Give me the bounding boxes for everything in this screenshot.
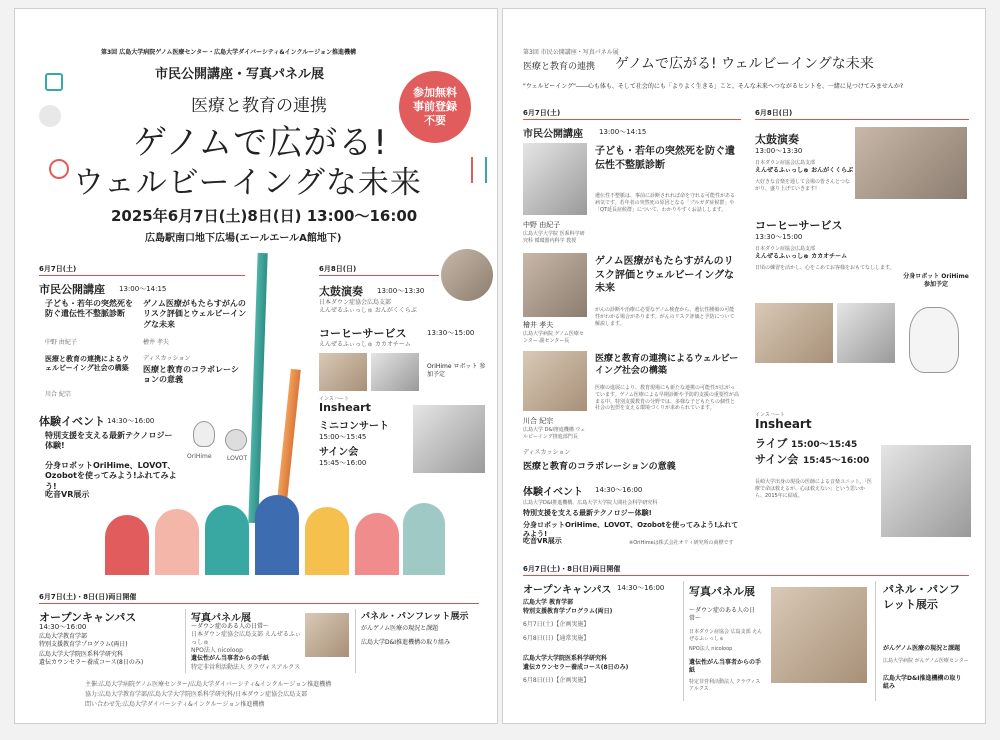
r-lecture-time: 13:00〜14:15 bbox=[599, 128, 647, 136]
org-header-right: 第3回 市民公開講座・写真パネル展 bbox=[523, 49, 619, 56]
r-oc-line-3: 広島大学大学院医系科学研究科 bbox=[523, 655, 608, 662]
dna-icon bbox=[471, 157, 487, 183]
document-icon bbox=[39, 105, 61, 127]
r-talk3-title: 医療と教育の連携によるウェルビーイング社会の構築 bbox=[595, 354, 739, 377]
coffee-photo-1 bbox=[319, 353, 367, 391]
concert-title: ミニコンサート bbox=[319, 421, 389, 432]
r-taiko-group: えんぜるふぃっしゅ おんがくくらぶ bbox=[755, 167, 854, 174]
r-coffee-title: コーヒーサービス bbox=[755, 219, 843, 232]
insheart-title: Insheart bbox=[319, 401, 371, 414]
r-talk1-speaker: 中野 由紀子 bbox=[523, 221, 561, 229]
footer-cooperation: 協力:広島大学教育学部/広島大学大学院医系科学研究科/日本ダウン症協会広島支部 bbox=[85, 691, 308, 698]
r-talk2-desc: がんの診断や治療に必要なゲノム検査から、遺伝性腫瘍の可能性がわかる場合があります。がんのリスク評価と予防について解説します。 bbox=[595, 307, 735, 327]
open-campus-line-2: 特別支援教育学プログラム(両日) bbox=[39, 641, 128, 648]
taiko-photo bbox=[441, 249, 493, 301]
badge-line-3: 不要 bbox=[424, 113, 446, 127]
flyer-front-page bbox=[14, 8, 498, 724]
coffee-group: えんぜるふぃっしゅ カカオチーム bbox=[319, 341, 411, 348]
both-days-label: 6月7日(土)・8日(日)両日開催 bbox=[39, 593, 137, 601]
free-admission-badge bbox=[399, 71, 471, 143]
event-date: 2025年6月7日(土)8日(日) 13:00〜16:00 bbox=[111, 207, 418, 225]
r-experience-note: ※OriHimeは株式会社オリィ研究所の商標です bbox=[629, 540, 734, 546]
r-taiko-time: 13:00〜13:30 bbox=[755, 147, 803, 155]
photo-exhibit-subtitle: 〜ダウン症のある人の日常〜 bbox=[191, 623, 270, 630]
panel-line-2: 広島大学D&I推進機構の取り組み bbox=[361, 639, 451, 646]
r-talk3-aff: 広島大学 D&I推進機構 ウェルビーイング推進部門長 bbox=[523, 427, 586, 440]
r-talk1-title: 子ども・若年の突然死を防ぐ遺伝性不整脈診断 bbox=[595, 146, 735, 171]
open-campus-line-1: 広島大学教育学部 bbox=[39, 633, 88, 640]
open-campus-time: 14:30〜16:00 bbox=[39, 623, 87, 631]
r-panel-title: パネル・パンフレット展示 bbox=[883, 583, 960, 611]
atom-icon bbox=[49, 159, 69, 179]
r-talk3-speaker: 川合 紀宗 bbox=[523, 417, 554, 425]
r-talk2-speaker: 檜井 孝夫 bbox=[523, 321, 554, 329]
footer-contact: 問い合わせ先:広島大学ダイバーシティ&インクルージョン推進機構 bbox=[85, 701, 265, 708]
day2-label: 6月8日(日) bbox=[319, 265, 357, 273]
title-line-2: ウェルビーイングな未来 bbox=[73, 165, 422, 201]
lecture-title: 市民公開講座 bbox=[39, 283, 105, 296]
taiko-title: 太鼓演奏 bbox=[319, 285, 363, 298]
taiko-group: えんぜるふぃっしゅ おんがくくらぶ bbox=[319, 307, 417, 314]
talk3-title: 医療と教育の連携によるウェルビーイング社会の構築 bbox=[45, 355, 129, 373]
event-subtitle: 医療と教育の連携 bbox=[191, 96, 327, 116]
r-oc-d1: 6月7日(土)【企画実施】 bbox=[523, 621, 590, 628]
badge-line-2: 事前登録 bbox=[413, 100, 457, 114]
r-open-campus-title: オープンキャンパス bbox=[523, 585, 612, 596]
open-campus-line-3: 広島大学大学院医系科学研究科 bbox=[39, 651, 124, 658]
photo-exhibit-title: 写真パネル展 bbox=[191, 613, 251, 624]
r-open-campus-time: 14:30〜16:00 bbox=[617, 584, 665, 592]
r-photo-exhibit-org-1: 日本ダウン症協会 広島支部 えんぜるふぃっしゅ bbox=[689, 629, 763, 642]
r-photo-exhibit-org-3: 特定非営利活動法人 クラヴィスアルクス bbox=[689, 679, 761, 692]
sign-time: 15:45〜16:00 bbox=[319, 459, 367, 467]
r-day1-label: 6月7日(土) bbox=[523, 109, 561, 117]
orihime-note: OriHime ロボット 参加予定 bbox=[427, 363, 486, 378]
r-coffee-photo-2 bbox=[837, 303, 895, 363]
photo-exhibit-org-1: 日本ダウン症協会広島支部 えんぜるふぃっしゅ bbox=[191, 631, 301, 646]
sign-title: サイン会 bbox=[319, 447, 359, 458]
r-talk1-aff: 広島大学大学院 医系科学研究科 循環器内科学 教授 bbox=[523, 231, 585, 244]
orihime-caption: OriHime bbox=[187, 453, 212, 460]
r-insheart-title: Insheart bbox=[755, 417, 812, 431]
r-talk1-desc: 遺伝性不整脈は、事前に診断されれば命を守れる可能性がある病気です。若年者の突然死の原因となる「ブルガダ症候群」や「QT延長症候群」について、わかりやすくお話しします。 bbox=[595, 193, 736, 213]
org-header: 第3回 広島大学病院ゲノム医療センター・広島大学ダイバーシティ&インクルージョン推進機構 bbox=[101, 49, 357, 56]
r-taiko-photo bbox=[855, 127, 967, 199]
day1-label: 6月7日(土) bbox=[39, 265, 77, 273]
r-photo-exhibit-line: 遺伝性がん当事者からの手紙 bbox=[689, 659, 762, 674]
r-panel-line-1-org: 広島大学病院 がんゲノム医療センター bbox=[883, 658, 969, 664]
talk1-speaker-photo bbox=[523, 143, 587, 215]
insheart-photo bbox=[413, 405, 485, 473]
event-type: 市民公開講座・写真パネル展 bbox=[155, 67, 325, 82]
r-taiko-org: 日本ダウン症協会広島支部 bbox=[755, 160, 816, 166]
r-coffee-org: 日本ダウン症協会広島支部 bbox=[755, 246, 816, 252]
r-talk2-aff: 広島大学病院 ゲノム医療センター 副センター長 bbox=[523, 331, 584, 344]
r-insheart-desc: 長崎大学出身の現役の医師による音楽ユニット。「医療で命は救えるが、心は救えない」という思いから、2015年に結成。 bbox=[755, 479, 872, 499]
title-right: ゲノムで広がる! ウェルビーイングな未来 bbox=[615, 56, 874, 72]
r-experience-item-1: 特別支援を支える最新テクノロジー体験! bbox=[523, 509, 652, 517]
r-coffee-desc: 日頃の練習を活かし、心をこめてお客様をおもてなしします。 bbox=[755, 265, 895, 271]
r-discussion-title: 医療と教育のコラボレーションの意義 bbox=[523, 462, 676, 472]
talk2-title: ゲノム医療がもたらすがんのリスク評価とウェルビーイングな未来 bbox=[143, 299, 247, 329]
r-orihime-note: 分身ロボット OriHime 参加予定 bbox=[903, 273, 969, 288]
r-live-title: ライブ bbox=[755, 437, 788, 450]
r-oc-d3: 6月8日(日)【企画実施】 bbox=[523, 677, 590, 684]
r-coffee-time: 13:30〜15:00 bbox=[755, 233, 803, 241]
talk1-title: 子ども・若年の突然死を防ぐ遺伝性不整脈診断 bbox=[45, 299, 133, 319]
concert-time: 15:00〜15:45 bbox=[319, 433, 367, 441]
panel-line-1: がんゲノム医療の現況と課題 bbox=[361, 625, 439, 632]
photo-exhibit-org-2: NPO法人 nicoloop bbox=[191, 647, 243, 654]
experience-item-2: 分身ロボットOriHime、LOVOT、Ozobotを使ってみよう!ふれてみよう! bbox=[45, 461, 177, 491]
photo-exhibit-line: 遺伝性がん当事者からの手紙 bbox=[191, 655, 270, 662]
talk2-speaker-photo bbox=[523, 253, 587, 317]
title-line-1: ゲノムで広がる! bbox=[133, 123, 388, 163]
r-orihime-robot-icon bbox=[909, 307, 959, 373]
open-campus-title: オープンキャンパス bbox=[39, 611, 137, 624]
taiko-org: 日本ダウン症協会広島支部 bbox=[319, 299, 392, 306]
r-live-time: 15:00〜15:45 bbox=[791, 440, 858, 450]
r-experience-time: 14:30〜16:00 bbox=[595, 486, 643, 494]
discussion-title: 医療と教育のコラボレーションの意義 bbox=[143, 365, 239, 385]
r-both-days-label: 6月7日(土)・8日(日)両日開催 bbox=[523, 565, 621, 573]
r-oc-line-4: 遺伝カウンセラー養成コース(8日のみ) bbox=[523, 664, 629, 671]
r-discussion-label: ディスカッション bbox=[523, 449, 571, 456]
experience-title: 体験イベント bbox=[39, 415, 105, 428]
orihime-robot-icon bbox=[193, 421, 215, 447]
r-lecture-title: 市民公開講座 bbox=[523, 129, 583, 140]
open-campus-line-4: 遺伝カウンセラー養成コース(8日のみ) bbox=[39, 659, 144, 666]
lovot-robot-icon bbox=[225, 429, 247, 451]
r-photo-exhibit-subtitle: 〜ダウン症のある人の日常〜 bbox=[689, 607, 756, 622]
r-taiko-title: 太鼓演奏 bbox=[755, 133, 799, 146]
talk1-speaker: 中野 由紀子 bbox=[45, 339, 77, 346]
talk3-speaker-photo bbox=[523, 351, 587, 411]
pencil-teal-icon bbox=[248, 253, 267, 523]
footer-organizer: 主催:広島大学病院ゲノム医療センター/広島大学ダイバーシティ&インクルージョン推進機構 bbox=[85, 681, 332, 688]
coffee-time: 13:30〜15:00 bbox=[427, 329, 475, 337]
r-talk3-desc: 医療の進展により、教育現場にも新たな連携の可能性が広がっています。ゲノム医療による早期診断や予防的支援の重要性が高まる中、特別支援教育の分野では、多様な子どもたちの個性と社会の包摂を支える環境づくりが求められています。 bbox=[595, 385, 739, 412]
people-illustration bbox=[105, 495, 445, 575]
experience-time: 14:30〜16:00 bbox=[107, 417, 155, 425]
talk3-speaker: 川合 紀宗 bbox=[45, 391, 71, 398]
r-talk2-title: ゲノム医療がもたらすがんのリスク評価とウェルビーイングな未来 bbox=[595, 256, 734, 294]
experience-item-3: 吃音VR展示 bbox=[45, 490, 90, 499]
lovot-caption: LOVOT bbox=[227, 455, 248, 462]
r-oc-line-2: 特別支援教育学プログラム(両日) bbox=[523, 608, 613, 615]
subtitle-right: 医療と教育の連携 bbox=[523, 62, 596, 72]
r-photo-exhibit-title: 写真パネル展 bbox=[689, 585, 755, 598]
panel-title: パネル・パンフレット展示 bbox=[361, 612, 469, 622]
photo-exhibit-org-3: 特定非営利活動法人 クラヴィスアルクス bbox=[191, 664, 301, 671]
coffee-title: コーヒーサービス bbox=[319, 327, 407, 340]
r-photo-exhibit-org-2: NPO法人 nicoloop bbox=[689, 646, 733, 652]
experience-item-1: 特別支援を支える最新テクノロジー体験! bbox=[45, 431, 173, 451]
intro-text: "ウェルビーイング"――心も体も、そして社会的にも「よりよく生きる」こと。そんな未来へつながるヒントを、一緒に見つけてみませんか? bbox=[523, 83, 904, 90]
insheart-ruby: インスハート bbox=[319, 396, 349, 402]
discussion-label: ディスカッション bbox=[143, 355, 191, 362]
r-photo-exhibit-photo bbox=[771, 587, 867, 683]
badge-line-1: 参加無料 bbox=[413, 86, 457, 100]
r-day2-label: 6月8日(日) bbox=[755, 109, 793, 117]
r-oc-d2: 6月8日(日)【通常実施】 bbox=[523, 635, 590, 642]
r-coffee-group: えんぜるふぃっしゅ カカオチーム bbox=[755, 253, 848, 260]
photo-exhibit-photo bbox=[305, 613, 349, 657]
r-panel-line-1: がんゲノム医療の現況と課題 bbox=[883, 645, 961, 652]
r-insheart-photo bbox=[881, 445, 971, 537]
r-oc-line-1: 広島大学 教育学部 bbox=[523, 599, 574, 606]
book-icon bbox=[45, 73, 63, 91]
r-sign-time: 15:45〜16:00 bbox=[803, 456, 870, 466]
r-experience-item-3: 吃音VR展示 bbox=[523, 537, 562, 545]
taiko-time: 13:00〜13:30 bbox=[377, 287, 425, 295]
r-experience-title: 体験イベント bbox=[523, 487, 583, 498]
r-panel-line-2: 広島大学D&I推進機構の取り組み bbox=[883, 675, 962, 690]
r-insheart-ruby: インスハート bbox=[755, 412, 785, 418]
r-experience-item-2: 分身ロボットOriHime、LOVOT、Ozobotを使ってみよう!ふれてみよう! bbox=[523, 521, 739, 539]
talk2-speaker: 檜井 孝夫 bbox=[143, 339, 169, 346]
r-experience-aff: 広島大学D&I推進機構、広島大学大学院人間社会科学研究科 bbox=[523, 500, 658, 506]
flyer-back-page bbox=[502, 8, 986, 724]
r-sign-title: サイン会 bbox=[755, 453, 799, 466]
coffee-photo-2 bbox=[371, 353, 419, 391]
r-taiko-desc: 大好きな音楽を通して会場の皆さんとつながり、盛り上げていきます! bbox=[755, 179, 850, 192]
lecture-time: 13:00〜14:15 bbox=[119, 285, 167, 293]
event-venue: 広島駅南口地下広場(エールエールA館地下) bbox=[145, 233, 342, 244]
r-coffee-photo-1 bbox=[755, 303, 833, 363]
